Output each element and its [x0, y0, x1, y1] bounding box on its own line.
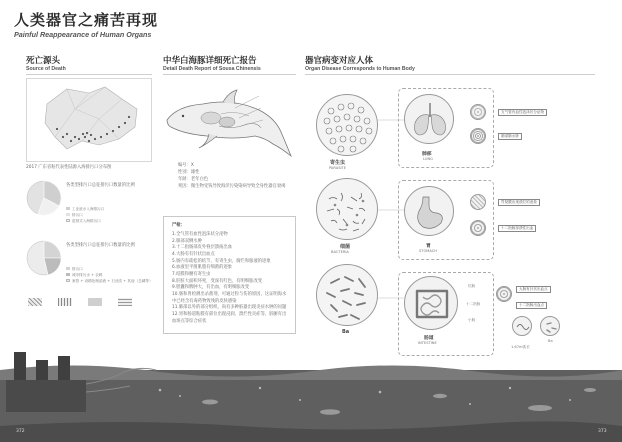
pie2-title: 各类型排污口总征排污口数量的比例: [66, 243, 135, 248]
intestine-circle: [404, 276, 458, 330]
pie-chart-1: [26, 180, 62, 216]
stomach-micro-2: [470, 220, 486, 236]
source-subtitle: Source of Death: [26, 66, 66, 72]
lung-icon: [405, 95, 455, 145]
intestine-sub-1: 结肠: [468, 284, 476, 288]
autopsy-item: 8.肝脏大面积坏死，变深有红色，有明细胀改变: [172, 278, 263, 284]
autopsy-item: 3.十二指肠部皮外脊层溃疡出血: [172, 245, 232, 251]
bacteria-icon: [317, 179, 379, 241]
legend-swatch: [66, 213, 70, 216]
intestine-label: 肠道: [424, 336, 434, 341]
intestine-tag-2: 十二指肠出血点: [516, 302, 547, 309]
pie2-legend-label-2: 城市排污水 + 农畔: [72, 273, 103, 277]
autopsy-item: 1.全气管有血性泡沫状分泌物: [172, 232, 228, 237]
lung-micro-1: [470, 104, 486, 120]
intestine-tag-1: 大肠有针状出血点: [516, 286, 551, 293]
intestine-micro-1: [496, 286, 512, 302]
pattern-swatch: [58, 298, 72, 306]
pattern-swatch: [28, 298, 42, 306]
lung-micro-2: [470, 128, 486, 144]
page-subtitle: Painful Reappearance of Human Organs: [14, 30, 152, 39]
organs-title: 器官病变对应人体: [305, 56, 374, 66]
stomach-label-en: STOMACH: [419, 249, 438, 253]
autopsy-item: 2.肺部双侧水肿: [172, 238, 202, 244]
pie1-legend-label-3: 混排式入海排污口: [72, 219, 101, 223]
parasite-circle: [316, 94, 378, 156]
autopsy-item: 7.结膜和腰有寄生虫: [172, 271, 211, 277]
intestine-sub-3: 小肠: [468, 318, 476, 322]
legend-swatch: [66, 207, 70, 210]
autopsy-item: 10.肠和胃检测出杀菌剂，可通过粒与伤的原因，这证明海水中已经含有毒药物致残的皮肤感染: [172, 291, 287, 304]
dolphin-illustration: [163, 78, 298, 160]
pie2-legend-label-1: 排污口: [72, 267, 83, 271]
pie1-title: 各类型排污口总征排污口数量的比例: [66, 183, 135, 188]
pattern-swatch: [118, 298, 132, 306]
intestine-icon: [405, 277, 459, 331]
autopsy-item: 11.肺部以外的部分组织，尚有多种脏器出现炎症水肿的问题: [172, 305, 287, 311]
legend-swatch: [66, 273, 70, 276]
pie1-legend-label-1: 工业废水入海排污口: [72, 207, 105, 211]
pie-chart-2: [26, 240, 62, 276]
guangdong-map: [26, 78, 152, 162]
pie1-legend-label-2: 排污口: [72, 213, 83, 217]
lung-label: 肺部: [422, 152, 432, 157]
autopsy-item: 4.大肠有有针状出血点: [172, 251, 215, 257]
lung-label-en: LUNG: [423, 157, 433, 161]
info-sex: 性别：雄性: [178, 169, 200, 175]
page-number-right: 373: [598, 429, 607, 434]
pattern-legend: [28, 298, 152, 308]
info-age: 年龄：老年白色: [178, 176, 209, 182]
autopsy-title: 尸检：: [172, 223, 185, 228]
legend-swatch: [66, 267, 70, 270]
lung-tag-1: 支气管有血性泡沫状分泌物: [498, 109, 547, 116]
pie1-legend-2: [66, 213, 83, 218]
connector-lines: [378, 110, 406, 330]
pie2-legend-label-3: 案管 + 设精处理滤液 + 石油类 + 其他（总磷等）: [72, 279, 153, 283]
info-cause: 死因：微生物受钱导致海洋污染染病导致全身性器官衰竭: [178, 183, 286, 189]
lung-circle: [404, 94, 454, 144]
intestine-ba-label: Ba: [548, 339, 553, 343]
stomach-tag-2: 十二指肠部溃性出血: [498, 225, 536, 232]
bacteria-circle: [316, 178, 378, 240]
pie2-legend-3: [66, 279, 154, 284]
bottom-scene: [0, 330, 622, 442]
bacillus-circle: [316, 264, 378, 326]
intestine-label-en: INTESTINE: [418, 341, 437, 345]
autopsy-item: 5.肠内有疏松的结节，有寄生虫，腐烂和脓液的迹象: [172, 258, 271, 264]
map-svg: [27, 79, 151, 161]
bacillus-label: Ba: [342, 329, 350, 335]
info-id: 编号：X: [178, 163, 194, 168]
dolphin-subtitle: Detail Death Report of Sousa Chinensis: [163, 66, 261, 72]
legend-swatch: [66, 219, 70, 222]
bacteria-label-en: BACTERIA: [331, 250, 349, 254]
source-title: 死亡源头: [26, 56, 61, 66]
parasite-label-en: PARASITE: [329, 166, 347, 170]
autopsy-list: [172, 232, 290, 325]
stomach-label: 胃: [426, 244, 431, 249]
intestine-sub-2: 十二指肠: [466, 302, 481, 306]
intestine-scale: 1.67m弧长: [511, 345, 530, 349]
stomach-circle: [404, 186, 454, 236]
divider: [163, 74, 296, 75]
pie1-legend-1: [66, 207, 104, 212]
autopsy-panel: [163, 216, 296, 334]
autopsy-item: 6.血液里平菌肌脂有细菌的迹象: [172, 265, 232, 271]
bacillus-icon: [317, 265, 379, 327]
stomach-tag-1: 胃黏膜出现溃烂的迹象: [498, 199, 540, 206]
divider: [305, 74, 595, 75]
bacteria-label: 细菌: [340, 244, 351, 250]
map-caption: 2017 广东省粘代表性陆源入海排污口分布图: [26, 165, 112, 170]
organs-subtitle: Organ Disease Corresponds to Human Body: [305, 66, 415, 72]
divider: [26, 74, 152, 75]
legend-swatch: [66, 279, 70, 282]
parasite-label: 寄生虫: [330, 160, 346, 166]
autopsy-item: 12.胃和肠道粘膜有部位出现浸润、溃烂性炎症等，脏腑有出血斑点等综合症状: [172, 311, 287, 324]
pie2-legend-2: [66, 273, 102, 278]
pattern-swatch: [88, 298, 102, 306]
autopsy-item: 9.胆囊和脾肿大，有出血，有明细胀改变: [172, 285, 250, 291]
pie1-legend-3: [66, 219, 101, 224]
page-number-left: 372: [16, 429, 25, 434]
pie2-legend-1: [66, 267, 83, 272]
stomach-icon: [405, 187, 455, 237]
dolphin-info: [178, 163, 296, 191]
dolphin-title: 中华白海豚详细死亡报告: [163, 56, 257, 66]
lung-tag-2: 肺部肺水肿: [498, 133, 522, 140]
page-title: 人类器官之痛苦再现: [14, 11, 159, 29]
parasite-icon: [317, 95, 379, 157]
stomach-micro-1: [470, 194, 486, 210]
